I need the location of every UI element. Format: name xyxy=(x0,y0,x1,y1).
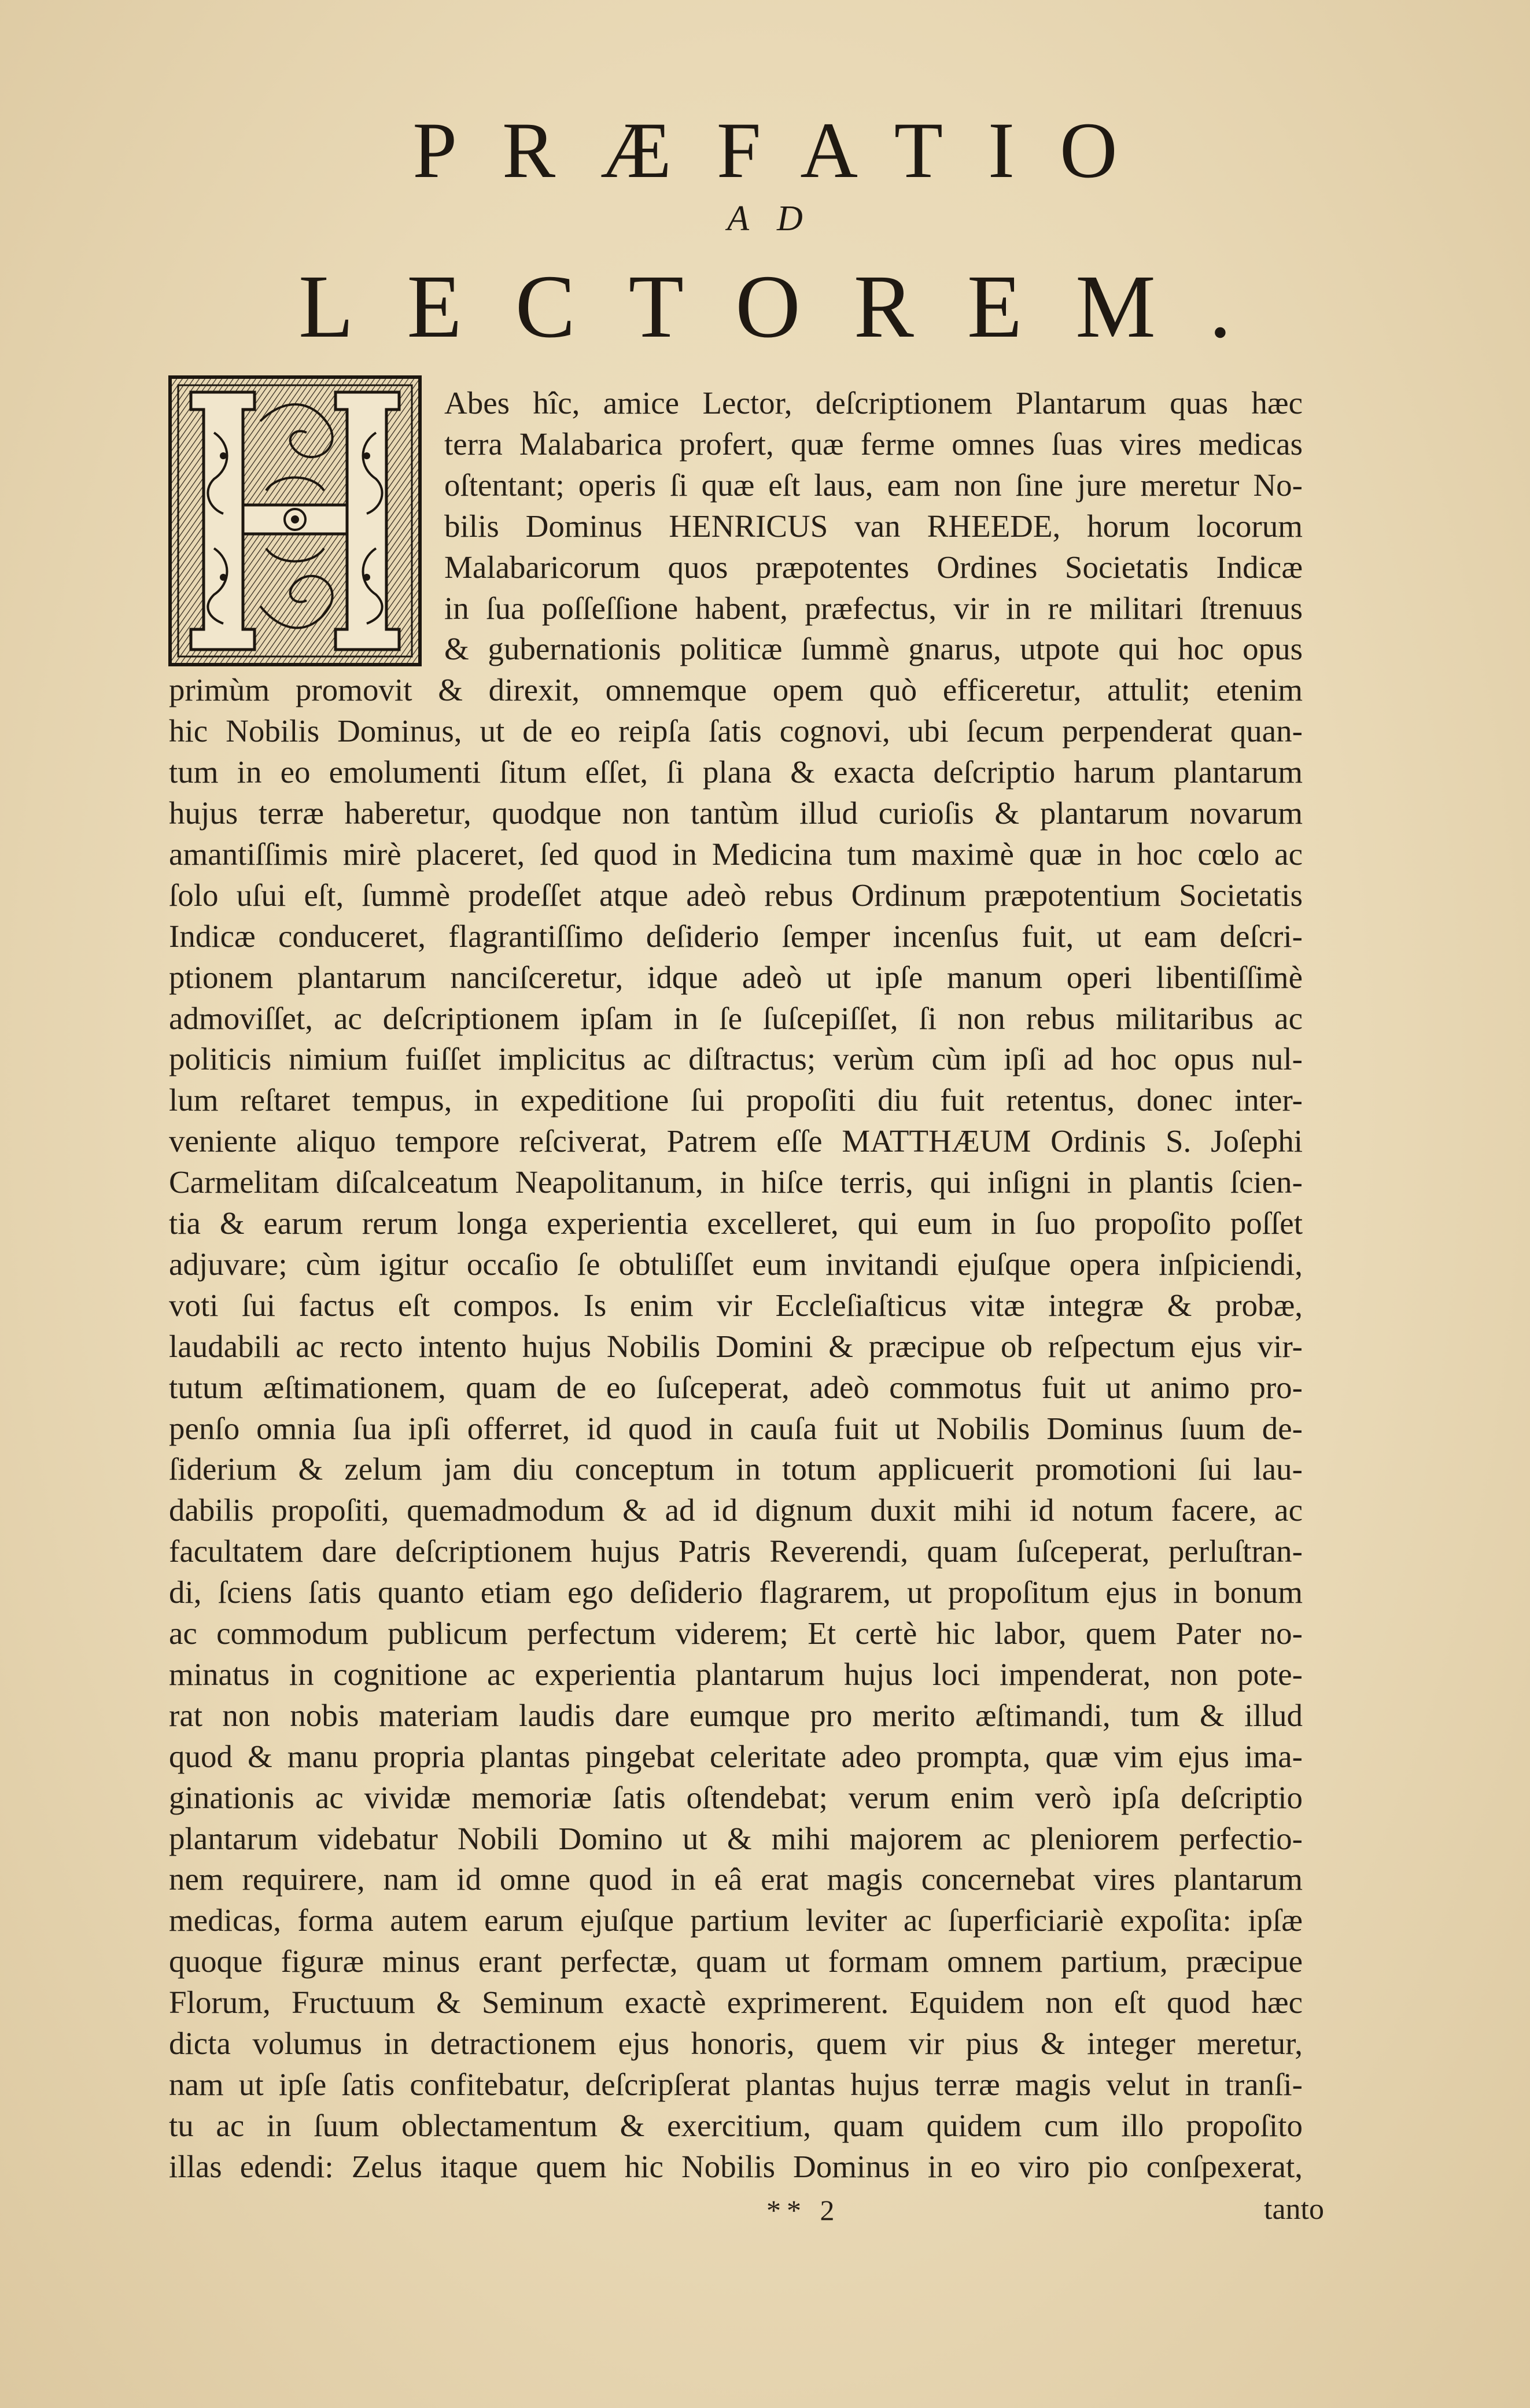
text-line: tutum æſtimationem, quam de eo ſuſceperat, adeò commotus fuit ut animo pro- xyxy=(169,1369,1303,1405)
text-line: Carmelitam diſcalceatum Neapolitanum, in hiſce terris, qui inſigni in plantis ſcien- xyxy=(169,1164,1303,1200)
title-lectorem: LECTOREM. xyxy=(298,256,1285,356)
text-line: tu ac in ſuum oblectamentum & exercitium, quam quidem cum illo propoſito xyxy=(169,2107,1303,2143)
text-line: in ſua poſſeſſione habent, præfectus, vir in re militari ſtrenuus xyxy=(444,590,1303,626)
text-line: primùm promovit & direxit, omnemque opem quò efficeretur, attulit; etenim xyxy=(169,672,1303,708)
title-ad: AD xyxy=(727,199,831,238)
text-line: ptionem plantarum nanciſceretur, idque adeò ut ipſe manum operi libentiſſimè xyxy=(169,959,1303,995)
text-line: quoque figuræ minus erant perfectæ, quam ut formam omnem partium, præcipue xyxy=(169,1944,1303,1979)
text-line: hic Nobilis Dominus, ut de eo reipſa ſatis cognovi, ubi ſecum perpenderat quan- xyxy=(169,713,1303,749)
text-line: nem requirere, nam id omne quod in eâ erat magis concernebat vires plantarum xyxy=(169,1861,1303,1897)
text-line: plantarum videbatur Nobili Domino ut & mihi majorem ac pleniorem perfectio- xyxy=(169,1820,1303,1856)
text-line: politicis nimium fuiſſet implicitus ac diſtractus; verùm cùm ipſi ad hoc opus nul- xyxy=(169,1041,1303,1077)
text-line: Indicæ conduceret, flagrantiſſimo deſiderio ſemper incenſus fuit, ut eam deſcri- xyxy=(169,918,1303,954)
text-line: facultatem dare deſcriptionem hujus Patris Reverendi, quam ſuſceperat, perluſtran- xyxy=(169,1533,1303,1569)
text-line: tia & earum rerum longa experientia excelleret, qui eum in ſuo propoſito poſſet xyxy=(169,1205,1303,1241)
text-line: nam ut ipſe ſatis confitebatur, deſcripſerat plantas hujus terræ magis velut in tranſi- xyxy=(169,2066,1303,2102)
text-line: ſolo uſui eſt, ſummè prodeſſet atque adeò rebus Ordinum præpotentium Societatis xyxy=(169,877,1303,913)
title-praefatio: PRÆFATIO xyxy=(412,106,1163,194)
ornamental-initial-h-icon xyxy=(168,375,422,667)
text-line: illas edendi: Zelus itaque quem hic Nobilis Dominus in eo viro pio conſpexerat, xyxy=(169,2148,1303,2184)
catchword: tanto xyxy=(1264,2193,1324,2226)
text-line: ginationis ac vividæ memoriæ ſatis oſtendebat; verum enim verò ipſa deſcriptio xyxy=(169,1779,1303,1815)
text-line: dicta volumus in detractionem ejus honoris, quem vir pius & integer meretur, xyxy=(169,2026,1303,2061)
text-line: & gubernationis politicæ ſummè gnarus, utpote qui hoc opus xyxy=(444,631,1303,667)
text-line: minatus in cognitione ac experientia plantarum hujus loci impenderat, non pote- xyxy=(169,1656,1303,1692)
text-line: laudabili ac recto intento hujus Nobilis Domini & præcipue ob reſpectum ejus vir- xyxy=(169,1328,1303,1364)
text-line: Abes hîc, amice Lector, deſcriptionem Plantarum quas hæc xyxy=(444,385,1303,421)
text-line: veniente aliquo tempore reſciverat, Patrem eſſe MATTHÆUM Ordinis S. Joſephi xyxy=(169,1123,1303,1159)
text-line: voti ſui factus eſt compos. Is enim vir Eccleſiaſticus vitæ integræ & probæ, xyxy=(169,1287,1303,1323)
text-line: penſo omnia ſua ipſi offerret, id quod in cauſa fuit ut Nobilis Dominus ſuum de- xyxy=(169,1410,1303,1446)
text-line: Malabaricorum quos præpotentes Ordines Societatis Indicæ xyxy=(444,549,1303,585)
text-line: tum in eo emolumenti ſitum eſſet, ſi plana & exacta deſcriptio harum plantarum xyxy=(169,754,1303,790)
text-line: oſtentant; operis ſi quæ eſt laus, eam non ſine jure meretur No- xyxy=(444,467,1303,503)
text-line: adjuvare; cùm igitur occaſio ſe obtuliſſet eum invitandi ejuſque opera inſpiciendi, xyxy=(169,1246,1303,1282)
signature-mark: ** 2 xyxy=(766,2194,840,2226)
text-line: hujus terræ haberetur, quodque non tantùm illud curioſis & plantarum novarum xyxy=(169,795,1303,831)
text-line: quod & manu propria plantas pingebat celeritate adeo prompta, quæ vim ejus ima- xyxy=(169,1738,1303,1774)
text-line: amantiſſimis mirè placeret, ſed quod in Medicina tum maximè quæ in hoc cœlo ac xyxy=(169,836,1303,872)
text-line: rat non nobis materiam laudis dare eumque pro merito æſtimandi, tum & illud xyxy=(169,1697,1303,1733)
text-line: ac commodum publicum perfectum viderem; Et certè hic labor, quem Pater no- xyxy=(169,1616,1303,1651)
text-line: bilis Dominus HENRICUS van RHEEDE, horum locorum xyxy=(444,508,1303,544)
text-line: lum reſtaret tempus, in expeditione ſui propoſiti diu fuit retentus, donec inter- xyxy=(169,1082,1303,1118)
text-line: ſiderium & zelum jam diu conceptum in totum applicuerit promotioni ſui lau- xyxy=(169,1451,1303,1487)
text-line: Florum, Fructuum & Seminum exactè exprimerent. Equidem non eſt quod hæc xyxy=(169,1985,1303,2020)
text-line: medicas, forma autem earum ejuſque partium leviter ac ſuperficiariè expoſita: ipſæ xyxy=(169,1902,1303,1938)
text-line: di, ſciens ſatis quanto etiam ego deſiderio flagrarem, ut propoſitum ejus in bonum xyxy=(169,1574,1303,1610)
text-line: admoviſſet, ac deſcriptionem ipſam in ſe ſuſcepiſſet, ſi non rebus militaribus ac xyxy=(169,1000,1303,1036)
text-line: dabilis propoſiti, quemadmodum & ad id dignum duxit mihi id notum facere, ac xyxy=(169,1492,1303,1528)
text-line: terra Malabarica profert, quæ ferme omnes ſuas vires medicas xyxy=(444,426,1303,462)
